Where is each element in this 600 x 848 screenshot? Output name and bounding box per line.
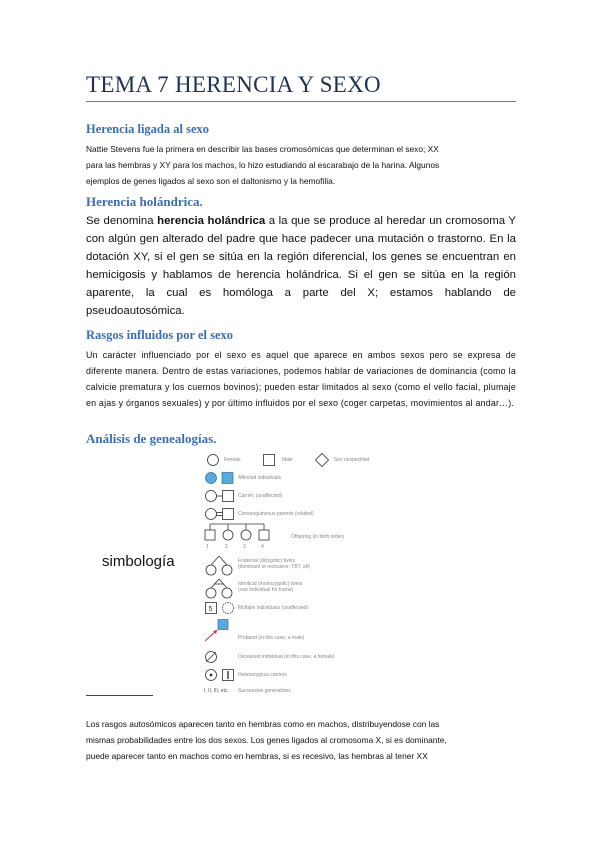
text-bold-term: herencia holándrica <box>157 215 266 227</box>
text-line: ejemplos de genes ligados al sexo son el daltonismo y la hemofilia. <box>86 176 336 187</box>
text-intro: Se denomina <box>86 215 158 227</box>
affected-individuals-icon <box>204 471 236 485</box>
mating-line-icon <box>204 489 236 503</box>
consanguineous-double-line-icon <box>204 507 236 521</box>
paragraph-rasgos-influidos: Un carácter influenciado por el sexo es aquel que aparece en ambos sexos pero se expresa de diferente manera. Dentro de estas variaciones, podemos hablar de variaciones de dominancia (como la calvicie prematura y los cuernos bovinos); pueden estar limitados al sexo (como el vello facial, plumaje en ajas y órganos sexuales) y por último influidos por el sexo (coger carpetas, movimientos al andar…). <box>86 350 516 408</box>
paragraph-autosomicos <box>86 716 516 765</box>
legend-monozygotic-note: (one individual for frame) <box>238 587 294 593</box>
heading-rasgos-influidos: Rasgos influidos por el sexo <box>86 328 234 342</box>
heterozygous-carriers-icon <box>204 668 236 682</box>
heading-herencia-holandrica: Herencia holándrica. <box>86 194 203 209</box>
heading-herencia-ligada: Herencia ligada al sexo <box>86 122 210 136</box>
text-line: mismas probabilidades entre los dos sexos. Los genes ligados al cromosoma X, si es dominante, <box>86 735 447 746</box>
birth-order-2: 2 <box>225 544 228 550</box>
legend-dizygotic-label: Fraternal (dizygotic) twins <box>238 558 295 564</box>
divider-line <box>86 695 153 696</box>
text-rest: a la que se produce al heredar un cromosoma Y con algún gen alterado del padre que hace padecer una mutación o trastorno. En la dotación XY, si el gen se sitúa en la región diferencial, los genes se encuentran en hemicigosis y hablamos de herencia holándrica. Si el gen se sitúa en la región aparente, la cual es homóloga a parte del X; estamos hablando de pseudoautosómica. <box>86 215 517 317</box>
monozygotic-twins-icon <box>204 577 234 601</box>
text-line: para las hembras y XY para los machos, lo hizo estudiando al escarabajo de la harina. Algunos <box>86 160 440 171</box>
legend-heterozygous-label: Heterozygous carriers <box>238 672 287 678</box>
female-circle-icon <box>206 453 220 467</box>
figure-label: simbología <box>102 553 175 570</box>
legend-male-label: Male <box>282 457 293 463</box>
paragraph-herencia-ligada <box>86 141 516 190</box>
generations-roman-numerals: I, II, III, etc. <box>204 688 229 694</box>
text-line: Nattie Stevens fue la primera en describir las bases cromosómicas que determinan el sexo; XX <box>86 144 439 154</box>
legend-female-label: Female <box>224 457 241 463</box>
svg-text:5: 5 <box>208 606 213 613</box>
legend-dizygotic-note: (dominant or recessive; TBT, alt) <box>238 564 310 570</box>
proband-arrow-icon <box>202 618 232 644</box>
legend-proband-label: Proband (in this case, a male) <box>238 635 305 641</box>
legend-unspecified-label: Sex unspecified <box>334 457 370 463</box>
legend-consanguineous-label: Consanguineous parents (related) <box>238 511 314 517</box>
legend-monozygotic-label: Identical (monozygotic) twins <box>238 581 303 587</box>
legend-carrier-label: Carrier, (unaffected) <box>238 493 283 499</box>
text-line: Los rasgos autosómicos aparecen tanto en hembras como en machos, distribuyendose con las <box>86 719 440 729</box>
legend-deceased-label: Deceased individual (in this case, a female) <box>238 654 335 660</box>
male-square-icon <box>262 453 276 467</box>
birth-order-4: 4 <box>261 544 264 550</box>
legend-offspring-label: Offspring (in birth order) <box>291 534 344 540</box>
pedigree-legend-figure <box>86 450 516 700</box>
dizygotic-twins-icon <box>204 554 234 578</box>
deceased-individual-icon <box>204 650 218 664</box>
legend-multiple-label: Multiple individuals (unaffected) <box>238 605 308 611</box>
legend-affected-label: Affected individuals <box>238 475 281 481</box>
offspring-sibship-icon <box>202 522 282 544</box>
birth-order-3: 3 <box>243 544 246 550</box>
page-title: TEMA 7 HERENCIA Y SEXO <box>86 72 516 102</box>
text-line: puede aparecer tanto en machos como en hembras, si es recesivo, las hembras al tener XX <box>86 751 428 762</box>
multiple-individuals-icon <box>204 601 236 615</box>
sex-unspecified-diamond-icon <box>314 452 330 468</box>
heading-analisis-genealogias: Análisis de genealogías. <box>86 431 217 446</box>
paragraph-herencia-holandrica <box>86 212 516 320</box>
birth-order-1: 1 <box>206 544 209 550</box>
legend-generations-label: Successive generations <box>238 688 291 694</box>
